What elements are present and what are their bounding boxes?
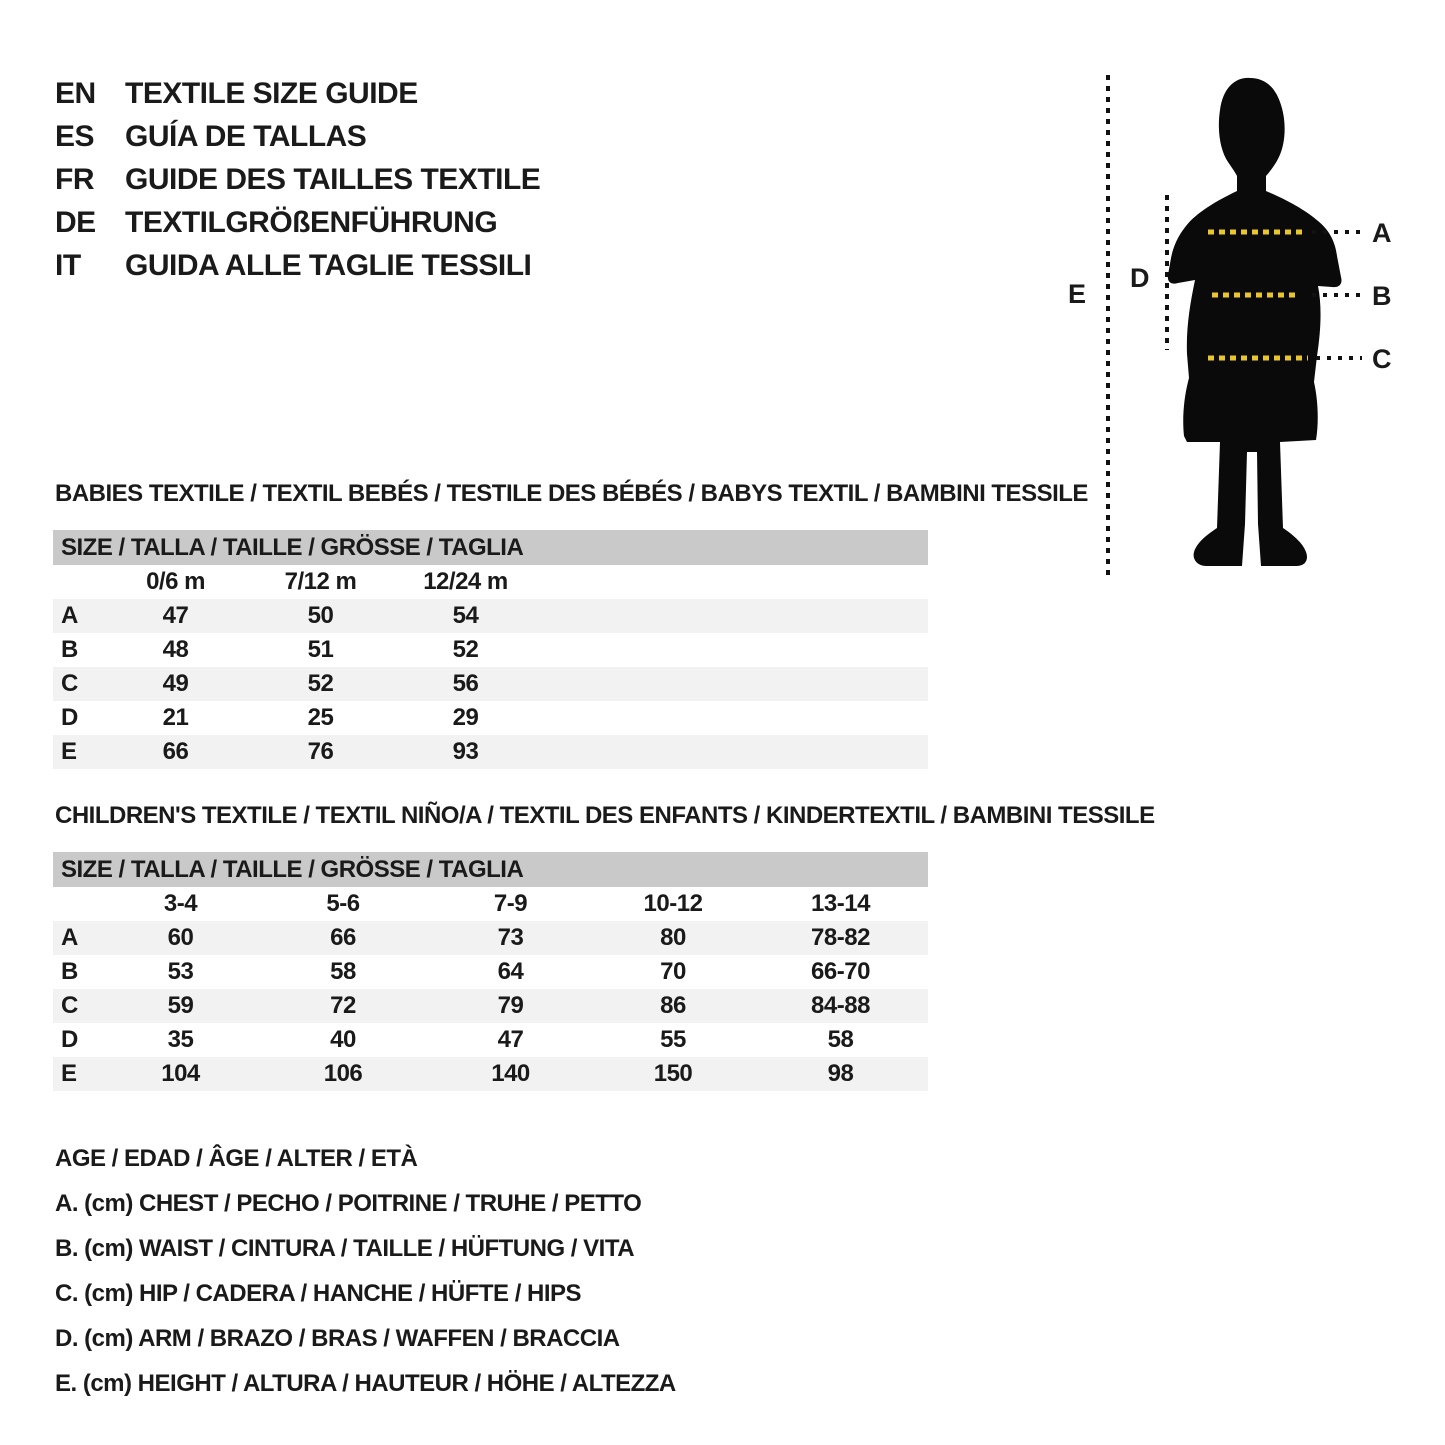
value-cell: 70 xyxy=(660,958,686,985)
value-cell: 51 xyxy=(307,636,334,663)
value-cell: 52 xyxy=(307,670,334,697)
legend-line-age: AGE / EDAD / ÂGE / ALTER / ETÀ xyxy=(55,1145,418,1172)
measurement-legend xyxy=(55,1136,676,1406)
value-cell: 78-82 xyxy=(811,924,870,951)
table-row xyxy=(53,989,928,1023)
lang-row-en xyxy=(55,72,540,115)
value-cell: 29 xyxy=(452,704,479,731)
lang-code: IT xyxy=(55,248,81,282)
table-row xyxy=(53,701,928,735)
lang-row-de xyxy=(55,201,540,244)
table-row xyxy=(53,599,928,633)
legend-line-hip: C. (cm) HIP / CADERA / HANCHE / HÜFTE / HIPS xyxy=(55,1280,582,1307)
value-cell: 58 xyxy=(330,958,356,985)
value-cell: 54 xyxy=(452,602,479,629)
value-cell: 76 xyxy=(307,738,334,765)
babies-size-table xyxy=(53,530,928,769)
value-cell: 50 xyxy=(307,602,334,629)
value-cell: 52 xyxy=(452,636,479,663)
row-label-cell: D xyxy=(61,704,78,731)
column-header-cell: 10-12 xyxy=(643,890,703,917)
column-header-cell: 5-6 xyxy=(326,890,360,917)
empty-corner-cell xyxy=(53,887,103,921)
row-label-cell: C xyxy=(61,670,78,697)
column-header-cell: 7-9 xyxy=(493,890,528,917)
figure-label-d: D xyxy=(1130,263,1149,293)
row-label-cell: A xyxy=(61,602,78,629)
row-label-cell: D xyxy=(61,1026,78,1053)
child-silhouette xyxy=(1168,78,1342,566)
measurement-figure xyxy=(1040,60,1445,610)
value-cell: 47 xyxy=(497,1026,524,1053)
table-row xyxy=(53,1057,928,1091)
babies-section-title: BABIES TEXTILE / TEXTIL BEBÉS / TESTILE DES BÉBÉS / BABYS TEXTIL / BAMBINI TESSILE xyxy=(55,480,1088,507)
legend-line-chest: A. (cm) CHEST / PECHO / POITRINE / TRUHE / PETTO xyxy=(55,1190,642,1217)
lang-title: TEXTILE SIZE GUIDE xyxy=(125,76,418,110)
value-cell: 66 xyxy=(330,924,356,951)
children-section-title: CHILDREN'S TEXTILE / TEXTIL NIÑO/A / TEXTIL DES ENFANTS / KINDERTEXTIL / BAMBINI TESSILE xyxy=(55,802,1155,829)
row-label-cell: C xyxy=(61,992,78,1019)
value-cell: 64 xyxy=(497,958,524,985)
value-cell: 104 xyxy=(161,1060,200,1087)
table-row xyxy=(53,735,928,769)
value-cell: 98 xyxy=(827,1060,854,1087)
value-cell: 53 xyxy=(167,958,194,985)
babies-column-header-row xyxy=(53,565,928,599)
lang-code: ES xyxy=(55,119,95,153)
lang-title: GUIDE DES TAILLES TEXTILE xyxy=(125,162,541,196)
column-header-cell: 13-14 xyxy=(811,890,870,917)
value-cell: 58 xyxy=(827,1026,854,1053)
row-label-cell: B xyxy=(61,958,78,985)
legend-line-waist: B. (cm) WAIST / CINTURA / TAILLE / HÜFTUNG / VITA xyxy=(55,1235,635,1262)
value-cell: 150 xyxy=(653,1060,693,1087)
lang-title: TEXTILGRÖßENFÜHRUNG xyxy=(125,205,498,239)
row-label-cell: B xyxy=(61,636,78,663)
language-header xyxy=(55,72,540,287)
value-cell: 93 xyxy=(452,738,479,765)
lang-code: DE xyxy=(55,205,96,239)
value-cell: 35 xyxy=(167,1026,194,1053)
value-cell: 86 xyxy=(660,992,686,1019)
column-header-cell: 3-4 xyxy=(163,890,198,917)
value-cell: 40 xyxy=(330,1026,356,1053)
empty-corner-cell xyxy=(53,565,103,599)
value-cell: 48 xyxy=(162,636,189,663)
lang-row-es xyxy=(55,115,540,158)
row-label-cell: E xyxy=(61,1060,77,1087)
value-cell: 55 xyxy=(660,1026,686,1053)
figure-label-e: E xyxy=(1068,279,1086,309)
value-cell: 84-88 xyxy=(811,992,870,1019)
value-cell: 49 xyxy=(162,670,189,697)
table-row xyxy=(53,667,928,701)
figure-label-c: C xyxy=(1372,344,1391,374)
figure-label-a: A xyxy=(1372,218,1391,248)
row-label-cell: A xyxy=(61,924,78,951)
table-row xyxy=(53,955,928,989)
column-header-cell: 0/6 m xyxy=(146,568,205,595)
value-cell: 47 xyxy=(162,602,189,629)
table-row xyxy=(53,1023,928,1057)
value-cell: 56 xyxy=(452,670,479,697)
table-row xyxy=(53,921,928,955)
row-label-cell: E xyxy=(61,738,77,765)
value-cell: 73 xyxy=(497,924,524,951)
size-header-bar: SIZE / TALLA / TAILLE / GRÖSSE / TAGLIA xyxy=(53,530,928,565)
value-cell: 72 xyxy=(330,992,356,1019)
value-cell: 59 xyxy=(167,992,194,1019)
column-header-cell: 7/12 m xyxy=(284,568,357,595)
value-cell: 140 xyxy=(491,1060,530,1087)
lang-code: FR xyxy=(55,162,94,196)
figure-label-b: B xyxy=(1372,281,1391,311)
value-cell: 80 xyxy=(660,924,686,951)
column-header-cell: 12/24 m xyxy=(423,568,508,595)
value-cell: 79 xyxy=(497,992,524,1019)
children-size-table xyxy=(53,852,928,1091)
value-cell: 60 xyxy=(167,924,194,951)
lang-title: GUÍA DE TALLAS xyxy=(125,119,367,153)
legend-line-arm: D. (cm) ARM / BRAZO / BRAS / WAFFEN / BRACCIA xyxy=(55,1325,620,1352)
value-cell: 66 xyxy=(162,738,189,765)
value-cell: 66-70 xyxy=(811,958,870,985)
lang-title: GUIDA ALLE TAGLIE TESSILI xyxy=(125,248,532,282)
value-cell: 25 xyxy=(307,704,334,731)
legend-line-height: E. (cm) HEIGHT / ALTURA / HAUTEUR / HÖHE / ALTEZZA xyxy=(55,1370,676,1397)
lang-row-it xyxy=(55,244,540,287)
value-cell: 21 xyxy=(162,704,189,731)
children-column-header-row xyxy=(53,887,928,921)
value-cell: 106 xyxy=(323,1060,363,1087)
lang-row-fr xyxy=(55,158,540,201)
table-row xyxy=(53,633,928,667)
size-header-bar: SIZE / TALLA / TAILLE / GRÖSSE / TAGLIA xyxy=(53,852,928,887)
lang-code: EN xyxy=(55,76,96,110)
